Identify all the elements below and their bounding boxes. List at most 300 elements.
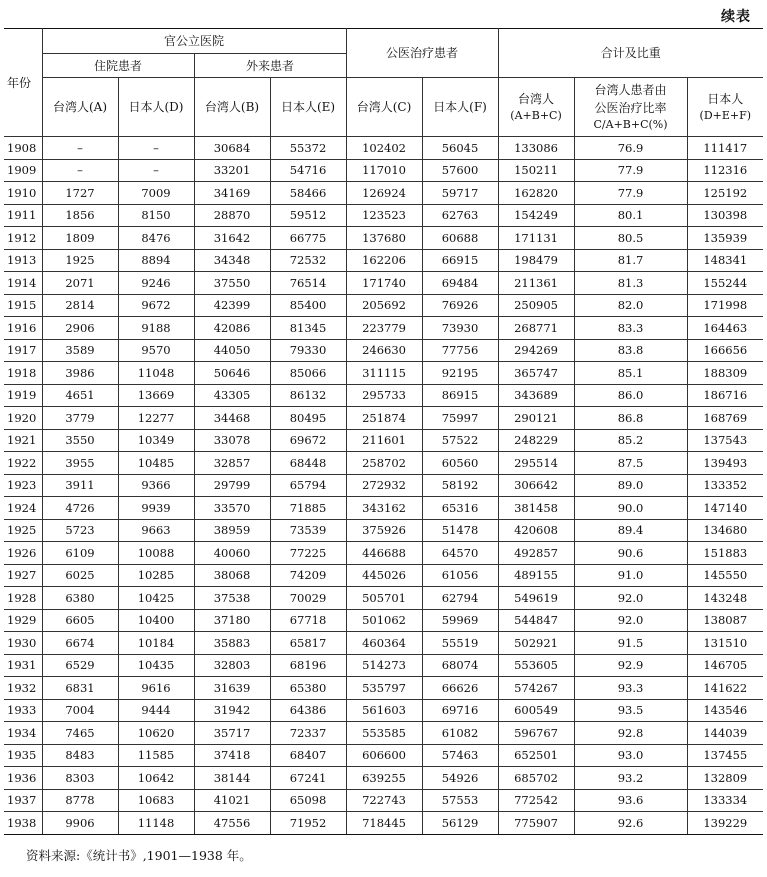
- cell-tw-total: 420608: [498, 519, 574, 542]
- cell-ratio: 77.9: [574, 182, 687, 205]
- cell-tw-total: 306642: [498, 474, 574, 497]
- cell-year: 1923: [4, 474, 42, 497]
- cell-tw-b: 38959: [194, 519, 270, 542]
- cell-jp-e: 68448: [270, 452, 346, 475]
- cell-ratio: 81.3: [574, 272, 687, 295]
- cell-tw-total: 294269: [498, 339, 574, 362]
- table-row: [4, 339, 763, 362]
- table-row: [4, 204, 763, 227]
- cell-ratio: 93.0: [574, 744, 687, 767]
- header-tw-total: [498, 78, 574, 137]
- cell-ratio: 80.5: [574, 227, 687, 250]
- cell-ratio: 76.9: [574, 137, 687, 160]
- cell-jp-f: 59969: [422, 609, 498, 632]
- cell-jp-f: 57553: [422, 789, 498, 812]
- cell-jp-f: 59717: [422, 182, 498, 205]
- cell-jp-d: 9246: [118, 272, 194, 295]
- cell-tw-b: 29799: [194, 474, 270, 497]
- cell-jp-e: 77225: [270, 542, 346, 565]
- cell-tw-b: 42399: [194, 294, 270, 317]
- table-row: [4, 159, 763, 182]
- cell-ratio: 93.2: [574, 767, 687, 790]
- cell-year: 1914: [4, 272, 42, 295]
- cell-tw-c: 505701: [346, 587, 422, 610]
- cell-tw-b: 33201: [194, 159, 270, 182]
- cell-jp-e: 79330: [270, 339, 346, 362]
- cell-jp-total: 148341: [687, 249, 763, 272]
- cell-tw-a: 8778: [42, 789, 118, 812]
- cell-jp-f: 58192: [422, 474, 498, 497]
- cell-jp-f: 66626: [422, 677, 498, 700]
- cell-ratio: 93.3: [574, 677, 687, 700]
- cell-jp-e: 72337: [270, 722, 346, 745]
- cell-jp-e: 69672: [270, 429, 346, 452]
- cell-jp-f: 56045: [422, 137, 498, 160]
- header-total-ratio: 合计及比重: [498, 29, 763, 78]
- cell-tw-a: 9906: [42, 812, 118, 835]
- cell-jp-d: 7009: [118, 182, 194, 205]
- cell-jp-e: 58466: [270, 182, 346, 205]
- header-jp-total-line1: 日本人: [707, 91, 744, 106]
- cell-tw-total: 772542: [498, 789, 574, 812]
- cell-tw-a: 4651: [42, 384, 118, 407]
- cell-tw-b: 41021: [194, 789, 270, 812]
- cell-tw-c: 126924: [346, 182, 422, 205]
- header-ratio-line3: C/A+B+C(%): [593, 117, 668, 131]
- table-body: [4, 137, 763, 835]
- cell-tw-total: 652501: [498, 744, 574, 767]
- cell-ratio: 92.0: [574, 609, 687, 632]
- cell-tw-b: 35717: [194, 722, 270, 745]
- cell-tw-c: 137680: [346, 227, 422, 250]
- cell-jp-total: 133334: [687, 789, 763, 812]
- cell-jp-f: 60688: [422, 227, 498, 250]
- cell-tw-b: 28870: [194, 204, 270, 227]
- cell-tw-total: 553605: [498, 654, 574, 677]
- cell-tw-c: 102402: [346, 137, 422, 160]
- cell-ratio: 83.8: [574, 339, 687, 362]
- table-row: [4, 452, 763, 475]
- table-row: [4, 654, 763, 677]
- cell-year: 1926: [4, 542, 42, 565]
- cell-jp-total: 130398: [687, 204, 763, 227]
- cell-tw-a: 3589: [42, 339, 118, 362]
- header-jp-total: [687, 78, 763, 137]
- cell-jp-total: 138087: [687, 609, 763, 632]
- cell-ratio: 92.6: [574, 812, 687, 835]
- cell-tw-total: 502921: [498, 632, 574, 655]
- table-row: [4, 407, 763, 430]
- cell-jp-total: 151883: [687, 542, 763, 565]
- cell-ratio: 89.4: [574, 519, 687, 542]
- cell-year: 1911: [4, 204, 42, 227]
- cell-jp-e: 73539: [270, 519, 346, 542]
- cell-jp-d: 11585: [118, 744, 194, 767]
- source-note: 资料来源:《统计书》,1901—1938 年。: [26, 848, 252, 863]
- cell-jp-d: 9444: [118, 699, 194, 722]
- cell-jp-f: 57600: [422, 159, 498, 182]
- cell-jp-f: 77756: [422, 339, 498, 362]
- cell-jp-f: 61056: [422, 564, 498, 587]
- cell-tw-c: 460364: [346, 632, 422, 655]
- cell-tw-b: 38144: [194, 767, 270, 790]
- cell-jp-f: 54926: [422, 767, 498, 790]
- cell-year: 1922: [4, 452, 42, 475]
- header-outpatients: 外来患者: [194, 54, 346, 78]
- cell-year: 1933: [4, 699, 42, 722]
- table-row: [4, 767, 763, 790]
- table-row: [4, 362, 763, 385]
- cell-year: 1908: [4, 137, 42, 160]
- cell-jp-f: 62763: [422, 204, 498, 227]
- table-row: [4, 227, 763, 250]
- cell-tw-b: 35883: [194, 632, 270, 655]
- cell-jp-e: 65817: [270, 632, 346, 655]
- header-ratio: [574, 78, 687, 137]
- cell-jp-total: 125192: [687, 182, 763, 205]
- cell-jp-f: 68074: [422, 654, 498, 677]
- cell-tw-c: 561603: [346, 699, 422, 722]
- cell-tw-total: 211361: [498, 272, 574, 295]
- cell-tw-b: 38068: [194, 564, 270, 587]
- cell-ratio: 85.2: [574, 429, 687, 452]
- table-row: [4, 632, 763, 655]
- cell-tw-total: 549619: [498, 587, 574, 610]
- cell-jp-f: 57463: [422, 744, 498, 767]
- cell-jp-d: 10349: [118, 429, 194, 452]
- cell-jp-e: 68196: [270, 654, 346, 677]
- cell-tw-b: 44050: [194, 339, 270, 362]
- cell-jp-d: 9188: [118, 317, 194, 340]
- cell-tw-a: 6380: [42, 587, 118, 610]
- table-row: [4, 294, 763, 317]
- table-row: [4, 587, 763, 610]
- cell-tw-b: 33078: [194, 429, 270, 452]
- cell-tw-total: 268771: [498, 317, 574, 340]
- cell-tw-b: 43305: [194, 384, 270, 407]
- cell-jp-d: 9570: [118, 339, 194, 362]
- table-row: [4, 272, 763, 295]
- cell-jp-total: 164463: [687, 317, 763, 340]
- table-row: [4, 609, 763, 632]
- cell-jp-total: 137543: [687, 429, 763, 452]
- cell-tw-b: 37538: [194, 587, 270, 610]
- cell-jp-total: 144039: [687, 722, 763, 745]
- header-tw-a: 台湾人(A): [42, 78, 118, 137]
- cell-jp-f: 69484: [422, 272, 498, 295]
- cell-jp-e: 66775: [270, 227, 346, 250]
- cell-jp-f: 65316: [422, 497, 498, 520]
- cell-jp-total: 135939: [687, 227, 763, 250]
- cell-jp-total: 143248: [687, 587, 763, 610]
- cell-tw-a: 6025: [42, 564, 118, 587]
- cell-jp-total: 112316: [687, 159, 763, 182]
- cell-jp-total: 137455: [687, 744, 763, 767]
- cell-jp-d: –: [118, 137, 194, 160]
- table-row: [4, 429, 763, 452]
- cell-jp-f: 66915: [422, 249, 498, 272]
- cell-tw-total: 154249: [498, 204, 574, 227]
- table-row: [4, 542, 763, 565]
- cell-tw-a: –: [42, 159, 118, 182]
- cell-tw-b: 34348: [194, 249, 270, 272]
- patient-statistics-table: [4, 28, 763, 835]
- header-tw-total-line1: 台湾人: [518, 91, 555, 106]
- cell-tw-total: 162820: [498, 182, 574, 205]
- header-jp-d: 日本人(D): [118, 78, 194, 137]
- table-row: [4, 137, 763, 160]
- cell-jp-e: 80495: [270, 407, 346, 430]
- cell-jp-d: 10485: [118, 452, 194, 475]
- cell-tw-total: 295514: [498, 452, 574, 475]
- cell-jp-total: 186716: [687, 384, 763, 407]
- cell-tw-b: 33570: [194, 497, 270, 520]
- cell-tw-a: 1727: [42, 182, 118, 205]
- cell-tw-b: 34169: [194, 182, 270, 205]
- cell-tw-c: 343162: [346, 497, 422, 520]
- cell-year: 1913: [4, 249, 42, 272]
- cell-tw-total: 248229: [498, 429, 574, 452]
- cell-tw-a: 7465: [42, 722, 118, 745]
- cell-jp-d: 10425: [118, 587, 194, 610]
- cell-jp-e: 64386: [270, 699, 346, 722]
- cell-tw-a: 2814: [42, 294, 118, 317]
- cell-ratio: 92.8: [574, 722, 687, 745]
- table-row: [4, 182, 763, 205]
- cell-tw-a: 8483: [42, 744, 118, 767]
- cell-tw-c: 205692: [346, 294, 422, 317]
- cell-jp-e: 76514: [270, 272, 346, 295]
- cell-jp-e: 55372: [270, 137, 346, 160]
- cell-year: 1916: [4, 317, 42, 340]
- cell-jp-d: 9366: [118, 474, 194, 497]
- cell-tw-total: 574267: [498, 677, 574, 700]
- cell-ratio: 87.5: [574, 452, 687, 475]
- cell-tw-a: 3779: [42, 407, 118, 430]
- cell-tw-a: 2906: [42, 317, 118, 340]
- cell-jp-d: 10642: [118, 767, 194, 790]
- cell-jp-f: 51478: [422, 519, 498, 542]
- cell-jp-e: 70029: [270, 587, 346, 610]
- header-ratio-line2: 公医治疗比率: [594, 100, 667, 115]
- cell-jp-e: 71952: [270, 812, 346, 835]
- cell-tw-b: 34468: [194, 407, 270, 430]
- table-row: [4, 677, 763, 700]
- cell-ratio: 91.0: [574, 564, 687, 587]
- cell-jp-d: 9663: [118, 519, 194, 542]
- cell-jp-e: 72532: [270, 249, 346, 272]
- cell-tw-a: 3986: [42, 362, 118, 385]
- cell-jp-f: 62794: [422, 587, 498, 610]
- cell-tw-c: 501062: [346, 609, 422, 632]
- cell-year: 1915: [4, 294, 42, 317]
- cell-tw-a: 8303: [42, 767, 118, 790]
- cell-jp-f: 76926: [422, 294, 498, 317]
- cell-tw-a: 3550: [42, 429, 118, 452]
- cell-jp-d: 10683: [118, 789, 194, 812]
- cell-jp-e: 68407: [270, 744, 346, 767]
- cell-tw-c: 211601: [346, 429, 422, 452]
- cell-jp-d: 8894: [118, 249, 194, 272]
- cell-ratio: 93.6: [574, 789, 687, 812]
- cell-tw-c: 246630: [346, 339, 422, 362]
- cell-tw-c: 446688: [346, 542, 422, 565]
- header-tw-c: 台湾人(C): [346, 78, 422, 137]
- cell-jp-f: 57522: [422, 429, 498, 452]
- cell-year: 1910: [4, 182, 42, 205]
- cell-tw-a: 6831: [42, 677, 118, 700]
- cell-tw-c: 514273: [346, 654, 422, 677]
- cell-year: 1937: [4, 789, 42, 812]
- table-row: [4, 722, 763, 745]
- cell-tw-b: 31639: [194, 677, 270, 700]
- header-tw-total-line2: (A+B+C): [510, 108, 562, 122]
- cell-ratio: 86.0: [574, 384, 687, 407]
- cell-year: 1917: [4, 339, 42, 362]
- cell-tw-c: 375926: [346, 519, 422, 542]
- cell-ratio: 86.8: [574, 407, 687, 430]
- table-row: [4, 497, 763, 520]
- cell-tw-c: 445026: [346, 564, 422, 587]
- cell-tw-a: 1809: [42, 227, 118, 250]
- cell-jp-d: 11048: [118, 362, 194, 385]
- cell-jp-e: 67718: [270, 609, 346, 632]
- table-header: [4, 29, 763, 137]
- cell-tw-c: 162206: [346, 249, 422, 272]
- cell-tw-total: 171131: [498, 227, 574, 250]
- cell-tw-total: 685702: [498, 767, 574, 790]
- cell-jp-d: 8150: [118, 204, 194, 227]
- cell-jp-total: 171998: [687, 294, 763, 317]
- cell-jp-d: 10620: [118, 722, 194, 745]
- cell-year: 1924: [4, 497, 42, 520]
- cell-tw-c: 722743: [346, 789, 422, 812]
- cell-tw-c: 295733: [346, 384, 422, 407]
- cell-tw-c: 223779: [346, 317, 422, 340]
- table-row: [4, 812, 763, 835]
- cell-jp-e: 65098: [270, 789, 346, 812]
- cell-ratio: 77.9: [574, 159, 687, 182]
- cell-tw-a: 6605: [42, 609, 118, 632]
- header-public-treatment: 公医治疗患者: [346, 29, 498, 78]
- cell-ratio: 93.5: [574, 699, 687, 722]
- cell-jp-total: 146705: [687, 654, 763, 677]
- cell-tw-a: 4726: [42, 497, 118, 520]
- cell-jp-total: 134680: [687, 519, 763, 542]
- cell-year: 1934: [4, 722, 42, 745]
- cell-year: 1930: [4, 632, 42, 655]
- cell-tw-total: 596767: [498, 722, 574, 745]
- cell-year: 1929: [4, 609, 42, 632]
- cell-tw-total: 600549: [498, 699, 574, 722]
- cell-year: 1912: [4, 227, 42, 250]
- cell-jp-d: 8476: [118, 227, 194, 250]
- cell-jp-total: 131510: [687, 632, 763, 655]
- cell-tw-a: 3911: [42, 474, 118, 497]
- cell-year: 1936: [4, 767, 42, 790]
- cell-year: 1909: [4, 159, 42, 182]
- cell-jp-total: 132809: [687, 767, 763, 790]
- cell-tw-c: 251874: [346, 407, 422, 430]
- table-row: [4, 249, 763, 272]
- cell-jp-d: 11148: [118, 812, 194, 835]
- cell-tw-b: 42086: [194, 317, 270, 340]
- cell-tw-b: 32857: [194, 452, 270, 475]
- cell-tw-b: 50646: [194, 362, 270, 385]
- cell-tw-a: 6529: [42, 654, 118, 677]
- cell-tw-total: 489155: [498, 564, 574, 587]
- cell-tw-b: 31942: [194, 699, 270, 722]
- table-row: [4, 789, 763, 812]
- cell-tw-a: 7004: [42, 699, 118, 722]
- cell-jp-e: 65380: [270, 677, 346, 700]
- cell-jp-total: 141622: [687, 677, 763, 700]
- cell-tw-total: 343689: [498, 384, 574, 407]
- cell-year: 1938: [4, 812, 42, 835]
- table-row: [4, 519, 763, 542]
- table-row: [4, 384, 763, 407]
- cell-jp-f: 92195: [422, 362, 498, 385]
- header-inpatients: 住院患者: [42, 54, 194, 78]
- header-jp-f: 日本人(F): [422, 78, 498, 137]
- cell-tw-a: 1856: [42, 204, 118, 227]
- cell-tw-c: 553585: [346, 722, 422, 745]
- cell-tw-c: 535797: [346, 677, 422, 700]
- header-official-hospital: 官公立医院: [42, 29, 346, 54]
- cell-tw-total: 381458: [498, 497, 574, 520]
- cell-jp-f: 69716: [422, 699, 498, 722]
- table-row: [4, 744, 763, 767]
- cell-jp-f: 55519: [422, 632, 498, 655]
- cell-tw-c: 311115: [346, 362, 422, 385]
- cell-ratio: 92.9: [574, 654, 687, 677]
- cell-jp-f: 86915: [422, 384, 498, 407]
- cell-tw-a: 6674: [42, 632, 118, 655]
- cell-ratio: 81.7: [574, 249, 687, 272]
- cell-year: 1932: [4, 677, 42, 700]
- cell-tw-c: 117010: [346, 159, 422, 182]
- cell-tw-total: 250905: [498, 294, 574, 317]
- cell-jp-f: 60560: [422, 452, 498, 475]
- cell-tw-c: 171740: [346, 272, 422, 295]
- cell-ratio: 80.1: [574, 204, 687, 227]
- cell-tw-a: 2071: [42, 272, 118, 295]
- header-jp-e: 日本人(E): [270, 78, 346, 137]
- cell-year: 1928: [4, 587, 42, 610]
- cell-tw-total: 150211: [498, 159, 574, 182]
- cell-jp-d: 13669: [118, 384, 194, 407]
- cell-jp-total: 188309: [687, 362, 763, 385]
- cell-year: 1927: [4, 564, 42, 587]
- cell-tw-total: 775907: [498, 812, 574, 835]
- cell-jp-total: 111417: [687, 137, 763, 160]
- cell-tw-total: 290121: [498, 407, 574, 430]
- cell-jp-f: 75997: [422, 407, 498, 430]
- cell-jp-d: 10184: [118, 632, 194, 655]
- cell-jp-e: 65794: [270, 474, 346, 497]
- cell-jp-d: 10285: [118, 564, 194, 587]
- cell-tw-b: 40060: [194, 542, 270, 565]
- cell-tw-a: 5723: [42, 519, 118, 542]
- cell-jp-total: 143546: [687, 699, 763, 722]
- cell-tw-b: 32803: [194, 654, 270, 677]
- cell-jp-total: 139493: [687, 452, 763, 475]
- cell-jp-total: 139229: [687, 812, 763, 835]
- cell-ratio: 83.3: [574, 317, 687, 340]
- table-row: [4, 564, 763, 587]
- cell-year: 1931: [4, 654, 42, 677]
- cell-jp-d: 12277: [118, 407, 194, 430]
